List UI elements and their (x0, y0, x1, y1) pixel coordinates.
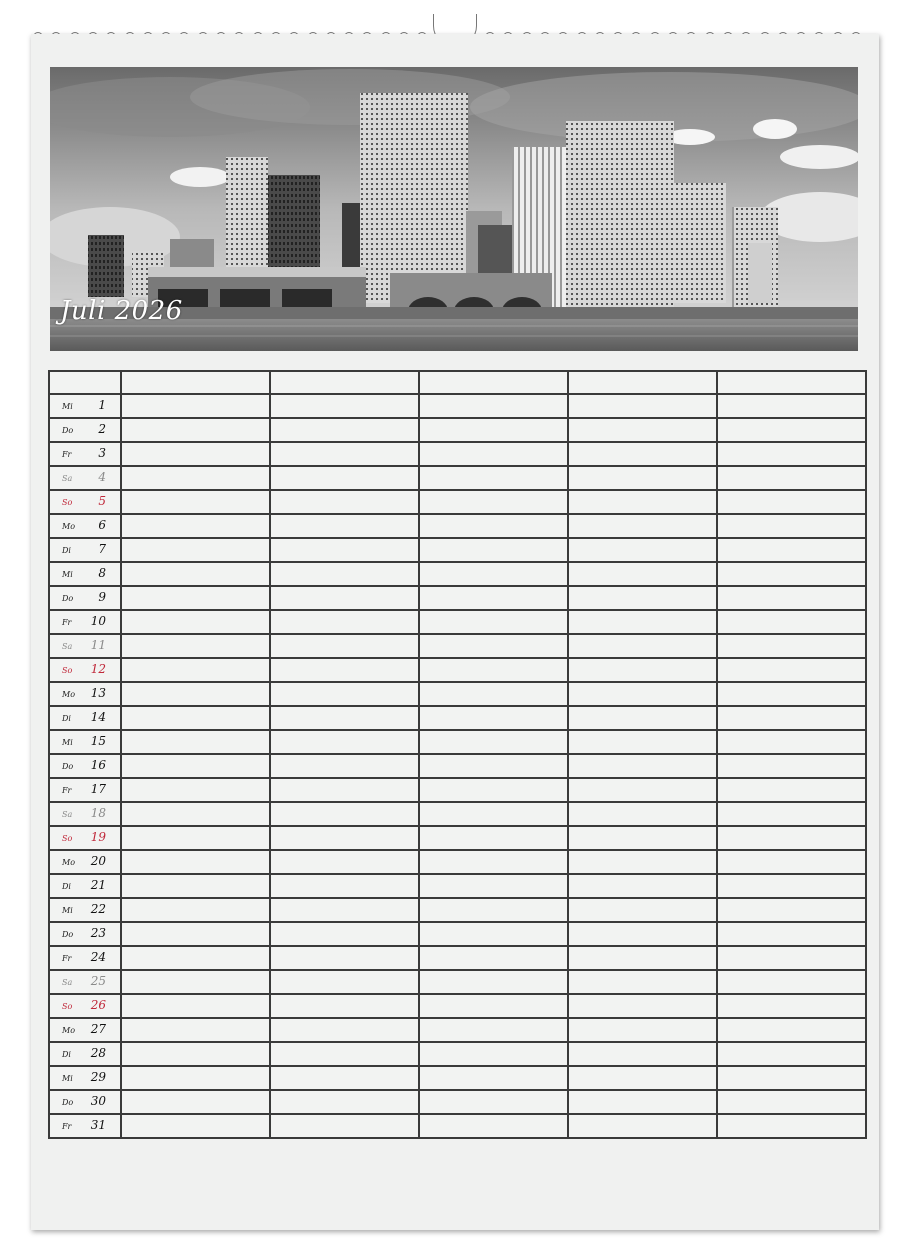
planner-entry-cell[interactable] (270, 850, 419, 874)
planner-entry-cell[interactable] (717, 658, 866, 682)
planner-entry-cell[interactable] (121, 778, 270, 802)
planner-entry-cell[interactable] (419, 562, 568, 586)
weekday-abbr: Sa (62, 810, 73, 819)
planner-entry-cell[interactable] (121, 1018, 270, 1042)
weekday-abbr: Do (62, 930, 74, 939)
day-row (49, 490, 866, 514)
planner-entry-cell[interactable] (568, 802, 717, 826)
weekday-abbr: Do (62, 426, 74, 435)
day-label-cell (49, 946, 121, 970)
planner-entry-cell[interactable] (121, 922, 270, 946)
planner-entry-cell[interactable] (121, 946, 270, 970)
day-row (49, 394, 866, 418)
day-label-cell (49, 970, 121, 994)
planner-entry-cell[interactable] (270, 610, 419, 634)
planner-entry-cell[interactable] (270, 1090, 419, 1114)
weekday-abbr: So (62, 498, 73, 507)
planner-entry-cell[interactable] (121, 442, 270, 466)
planner-entry-cell[interactable] (121, 610, 270, 634)
planner-entry-cell[interactable] (270, 682, 419, 706)
planner-entry-cell[interactable] (568, 898, 717, 922)
day-number: 13 (90, 686, 106, 700)
day-label-cell (49, 850, 121, 874)
day-label-cell (49, 490, 121, 514)
header-column-cell (568, 371, 717, 394)
day-row (49, 682, 866, 706)
day-number: 9 (98, 590, 106, 604)
planner-entry-cell[interactable] (568, 922, 717, 946)
weekday-abbr: So (62, 666, 73, 675)
day-number: 11 (90, 638, 106, 652)
planner-entry-cell[interactable] (568, 538, 717, 562)
day-number: 3 (98, 446, 106, 460)
day-label-cell (49, 586, 121, 610)
planner-entry-cell[interactable] (419, 898, 568, 922)
weekday-abbr: Di (62, 546, 71, 555)
weekday-abbr: Sa (62, 474, 73, 483)
day-number: 4 (98, 470, 106, 484)
day-number: 22 (90, 902, 106, 916)
day-number: 6 (98, 518, 106, 532)
planner-entry-cell[interactable] (270, 970, 419, 994)
day-label-cell (49, 394, 121, 418)
planner-entry-cell[interactable] (717, 826, 866, 850)
day-row (49, 946, 866, 970)
planner-entry-cell[interactable] (270, 514, 419, 538)
planner-entry-cell[interactable] (717, 730, 866, 754)
planner-entry-cell[interactable] (419, 682, 568, 706)
day-number: 29 (90, 1070, 106, 1084)
day-number: 21 (90, 878, 106, 892)
weekday-abbr: Mo (62, 1026, 76, 1035)
planner-entry-cell[interactable] (121, 706, 270, 730)
planner-entry-cell[interactable] (717, 850, 866, 874)
day-number: 28 (90, 1046, 106, 1060)
day-number: 19 (90, 830, 106, 844)
planner-entry-cell[interactable] (717, 634, 866, 658)
planner-entry-cell[interactable] (270, 562, 419, 586)
month-label: Juli 2026 (60, 296, 183, 326)
planner-entry-cell[interactable] (419, 490, 568, 514)
planner-entry-cell[interactable] (717, 1066, 866, 1090)
day-label-cell (49, 874, 121, 898)
planner-entry-cell[interactable] (568, 1114, 717, 1138)
weekday-abbr: Sa (62, 978, 73, 987)
planner-entry-cell[interactable] (121, 850, 270, 874)
day-row (49, 1018, 866, 1042)
planner-entry-cell[interactable] (568, 706, 717, 730)
planner-entry-cell[interactable] (568, 1042, 717, 1066)
planner-entry-cell[interactable] (270, 634, 419, 658)
planner-entry-cell[interactable] (270, 946, 419, 970)
planner-entry-cell[interactable] (717, 970, 866, 994)
day-label-cell (49, 1066, 121, 1090)
planner-entry-cell[interactable] (270, 442, 419, 466)
day-row (49, 658, 866, 682)
day-label-cell (49, 802, 121, 826)
day-label-cell (49, 1042, 121, 1066)
day-label-cell (49, 658, 121, 682)
day-number: 20 (90, 854, 106, 868)
weekday-abbr: Mo (62, 522, 76, 531)
planner-entry-cell[interactable] (419, 538, 568, 562)
weekday-abbr: Do (62, 1098, 74, 1107)
planner-entry-cell[interactable] (121, 994, 270, 1018)
planner-entry-cell[interactable] (121, 466, 270, 490)
planner-entry-cell[interactable] (121, 826, 270, 850)
weekday-abbr: Fr (62, 786, 72, 795)
weekday-abbr: Mi (62, 570, 73, 579)
weekday-abbr: Di (62, 714, 71, 723)
planner-entry-cell[interactable] (270, 586, 419, 610)
planner-entry-cell[interactable] (419, 418, 568, 442)
planner-entry-cell[interactable] (568, 466, 717, 490)
planner-entry-cell[interactable] (568, 682, 717, 706)
day-label-cell (49, 634, 121, 658)
day-row (49, 922, 866, 946)
day-label-cell (49, 466, 121, 490)
day-label-cell (49, 418, 121, 442)
day-number: 5 (98, 494, 106, 508)
day-number: 16 (90, 758, 106, 772)
planner-entry-cell[interactable] (568, 946, 717, 970)
planner-entry-cell[interactable] (270, 538, 419, 562)
planner-entry-cell[interactable] (717, 898, 866, 922)
day-label-cell (49, 706, 121, 730)
weekday-abbr: Mi (62, 1074, 73, 1083)
day-row (49, 586, 866, 610)
planner-entry-cell[interactable] (270, 994, 419, 1018)
planner-entry-cell[interactable] (121, 874, 270, 898)
weekday-abbr: Fr (62, 1122, 72, 1131)
planner-entry-cell[interactable] (568, 586, 717, 610)
planner-entry-cell[interactable] (568, 970, 717, 994)
weekday-abbr: Fr (62, 450, 72, 459)
planner-entry-cell[interactable] (419, 658, 568, 682)
weekday-abbr: Mi (62, 738, 73, 747)
planner-entry-cell[interactable] (419, 706, 568, 730)
weekday-abbr: So (62, 834, 73, 843)
weekday-abbr: So (62, 1002, 73, 1011)
planner-entry-cell[interactable] (121, 1066, 270, 1090)
day-row (49, 442, 866, 466)
day-row (49, 466, 866, 490)
day-number: 23 (90, 926, 106, 940)
day-row (49, 874, 866, 898)
day-number: 26 (90, 998, 106, 1012)
planner-entry-cell[interactable] (568, 1090, 717, 1114)
planner-entry-cell[interactable] (419, 610, 568, 634)
day-label-cell (49, 562, 121, 586)
planner-entry-cell[interactable] (717, 994, 866, 1018)
header-column-cell (270, 371, 419, 394)
day-number: 2 (98, 422, 106, 436)
day-number: 8 (98, 566, 106, 580)
planner-entry-cell[interactable] (419, 946, 568, 970)
planner-entry-cell[interactable] (121, 754, 270, 778)
planner-entry-cell[interactable] (568, 874, 717, 898)
day-row (49, 418, 866, 442)
planner-entry-cell[interactable] (419, 1018, 568, 1042)
planner-grid (48, 370, 867, 1139)
day-label-cell (49, 754, 121, 778)
planner-entry-cell[interactable] (121, 898, 270, 922)
planner-entry-cell[interactable] (419, 466, 568, 490)
weekday-abbr: Fr (62, 954, 72, 963)
planner-entry-cell[interactable] (121, 490, 270, 514)
planner-entry-cell[interactable] (568, 778, 717, 802)
day-row (49, 706, 866, 730)
day-label-cell (49, 1090, 121, 1114)
planner-entry-cell[interactable] (419, 802, 568, 826)
day-number: 14 (90, 710, 106, 724)
planner-entry-cell[interactable] (568, 994, 717, 1018)
planner-entry-cell[interactable] (568, 490, 717, 514)
planner-entry-cell[interactable] (270, 898, 419, 922)
planner-entry-cell[interactable] (270, 1114, 419, 1138)
planner-entry-cell[interactable] (270, 490, 419, 514)
header-column-cell (419, 371, 568, 394)
day-label-cell (49, 898, 121, 922)
day-label-cell (49, 778, 121, 802)
planner-entry-cell[interactable] (717, 778, 866, 802)
day-label-cell (49, 442, 121, 466)
weekday-abbr: Di (62, 882, 71, 891)
planner-entry-cell[interactable] (121, 1042, 270, 1066)
planner-entry-cell[interactable] (121, 970, 270, 994)
day-row (49, 730, 866, 754)
planner-entry-cell[interactable] (717, 514, 866, 538)
planner-entry-cell[interactable] (717, 754, 866, 778)
planner-entry-cell[interactable] (717, 1042, 866, 1066)
planner-entry-cell[interactable] (717, 922, 866, 946)
planner-entry-cell[interactable] (419, 730, 568, 754)
planner-entry-cell[interactable] (568, 658, 717, 682)
weekday-abbr: Di (62, 1050, 71, 1059)
day-number: 12 (90, 662, 106, 676)
planner-entry-cell[interactable] (270, 874, 419, 898)
day-number: 25 (90, 974, 106, 988)
day-row (49, 514, 866, 538)
day-number: 17 (90, 782, 106, 796)
day-row (49, 898, 866, 922)
planner-entry-cell[interactable] (121, 1114, 270, 1138)
planner-entry-cell[interactable] (270, 778, 419, 802)
weekday-abbr: Mo (62, 690, 76, 699)
day-label-cell (49, 994, 121, 1018)
planner-entry-cell[interactable] (419, 1090, 568, 1114)
planner-entry-cell[interactable] (568, 514, 717, 538)
header-column-cell (121, 371, 270, 394)
weekday-abbr: Mi (62, 402, 73, 411)
planner-entry-cell[interactable] (419, 754, 568, 778)
planner-entry-cell[interactable] (568, 442, 717, 466)
planner-entry-cell[interactable] (270, 1042, 419, 1066)
weekday-abbr: Mi (62, 906, 73, 915)
planner-entry-cell[interactable] (270, 706, 419, 730)
day-row (49, 778, 866, 802)
day-label-cell (49, 730, 121, 754)
planner-entry-cell[interactable] (270, 754, 419, 778)
planner-entry-cell[interactable] (121, 730, 270, 754)
planner-entry-cell[interactable] (270, 730, 419, 754)
day-label-cell (49, 826, 121, 850)
planner-entry-cell[interactable] (568, 1018, 717, 1042)
planner-entry-cell[interactable] (270, 826, 419, 850)
planner-entry-cell[interactable] (121, 538, 270, 562)
planner-entry-cell[interactable] (717, 394, 866, 418)
planner-entry-cell[interactable] (568, 826, 717, 850)
day-row (49, 1042, 866, 1066)
planner-entry-cell[interactable] (419, 970, 568, 994)
planner-entry-cell[interactable] (717, 466, 866, 490)
planner-entry-cell[interactable] (270, 658, 419, 682)
day-number: 18 (90, 806, 106, 820)
day-label-cell (49, 922, 121, 946)
planner-entry-cell[interactable] (717, 706, 866, 730)
weekday-abbr: Do (62, 762, 74, 771)
day-number: 15 (90, 734, 106, 748)
planner-entry-cell[interactable] (568, 1066, 717, 1090)
planner-entry-cell[interactable] (419, 850, 568, 874)
planner-entry-cell[interactable] (270, 1066, 419, 1090)
planner-entry-cell[interactable] (717, 1018, 866, 1042)
day-row (49, 802, 866, 826)
planner-entry-cell[interactable] (717, 586, 866, 610)
weekday-abbr: Do (62, 594, 74, 603)
day-row (49, 754, 866, 778)
grid-header-row (49, 371, 866, 394)
day-label-cell (49, 514, 121, 538)
day-label-cell (49, 1114, 121, 1138)
day-number: 7 (98, 542, 106, 556)
planner-entry-cell[interactable] (270, 922, 419, 946)
day-number: 31 (90, 1118, 106, 1132)
planner-entry-cell[interactable] (270, 418, 419, 442)
planner-entry-cell[interactable] (419, 1042, 568, 1066)
planner-entry-cell[interactable] (568, 394, 717, 418)
day-row (49, 1090, 866, 1114)
planner-entry-cell[interactable] (717, 1114, 866, 1138)
planner-entry-cell[interactable] (568, 754, 717, 778)
day-row (49, 610, 866, 634)
day-row (49, 850, 866, 874)
day-number: 30 (90, 1094, 106, 1108)
planner-entry-cell[interactable] (121, 1090, 270, 1114)
day-label-cell (49, 538, 121, 562)
planner-entry-cell[interactable] (419, 994, 568, 1018)
planner-entry-cell[interactable] (568, 562, 717, 586)
planner-entry-cell[interactable] (419, 826, 568, 850)
planner-entry-cell[interactable] (717, 874, 866, 898)
planner-entry-cell[interactable] (568, 634, 717, 658)
planner-entry-cell[interactable] (121, 514, 270, 538)
day-number: 24 (90, 950, 106, 964)
planner-entry-cell[interactable] (121, 562, 270, 586)
planner-entry-cell[interactable] (568, 418, 717, 442)
day-row (49, 538, 866, 562)
day-row (49, 994, 866, 1018)
planner-entry-cell[interactable] (121, 658, 270, 682)
planner-entry-cell[interactable] (270, 394, 419, 418)
day-label-cell (49, 610, 121, 634)
planner-entry-cell[interactable] (568, 730, 717, 754)
planner-entry-cell[interactable] (419, 634, 568, 658)
planner-entry-cell[interactable] (419, 586, 568, 610)
planner-entry-cell[interactable] (717, 538, 866, 562)
header-column-cell (717, 371, 866, 394)
planner-entry-cell[interactable] (419, 874, 568, 898)
weekday-abbr: Mo (62, 858, 76, 867)
planner-entry-cell[interactable] (419, 1114, 568, 1138)
day-number: 10 (90, 614, 106, 628)
day-label-cell (49, 682, 121, 706)
planner-entry-cell[interactable] (419, 442, 568, 466)
header-day-cell (49, 371, 121, 394)
planner-entry-cell[interactable] (419, 394, 568, 418)
day-row (49, 970, 866, 994)
planner-entry-cell[interactable] (270, 802, 419, 826)
planner-entry-cell[interactable] (419, 778, 568, 802)
planner-entry-cell[interactable] (270, 466, 419, 490)
planner-entry-cell[interactable] (121, 394, 270, 418)
planner-entry-cell[interactable] (419, 1066, 568, 1090)
planner-entry-cell[interactable] (568, 610, 717, 634)
planner-entry-cell[interactable] (270, 1018, 419, 1042)
day-number: 1 (98, 398, 106, 412)
planner-entry-cell[interactable] (717, 442, 866, 466)
planner-entry-cell[interactable] (419, 922, 568, 946)
day-label-cell (49, 1018, 121, 1042)
planner-entry-cell[interactable] (717, 610, 866, 634)
day-row (49, 826, 866, 850)
planner-entry-cell[interactable] (121, 682, 270, 706)
weekday-abbr: Fr (62, 618, 72, 627)
day-row (49, 1066, 866, 1090)
planner-entry-cell[interactable] (717, 418, 866, 442)
day-row (49, 634, 866, 658)
planner-entry-cell[interactable] (121, 586, 270, 610)
planner-entry-cell[interactable] (717, 562, 866, 586)
planner-entry-cell[interactable] (717, 946, 866, 970)
day-number: 27 (90, 1022, 106, 1036)
day-row (49, 562, 866, 586)
weekday-abbr: Sa (62, 642, 73, 651)
planner-entry-cell[interactable] (121, 802, 270, 826)
day-row (49, 1114, 866, 1138)
planner-entry-cell[interactable] (121, 418, 270, 442)
planner-entry-cell[interactable] (717, 490, 866, 514)
planner-entry-cell[interactable] (717, 682, 866, 706)
planner-entry-cell[interactable] (568, 850, 717, 874)
planner-entry-cell[interactable] (717, 802, 866, 826)
planner-entry-cell[interactable] (121, 634, 270, 658)
planner-entry-cell[interactable] (419, 514, 568, 538)
planner-entry-cell[interactable] (717, 1090, 866, 1114)
